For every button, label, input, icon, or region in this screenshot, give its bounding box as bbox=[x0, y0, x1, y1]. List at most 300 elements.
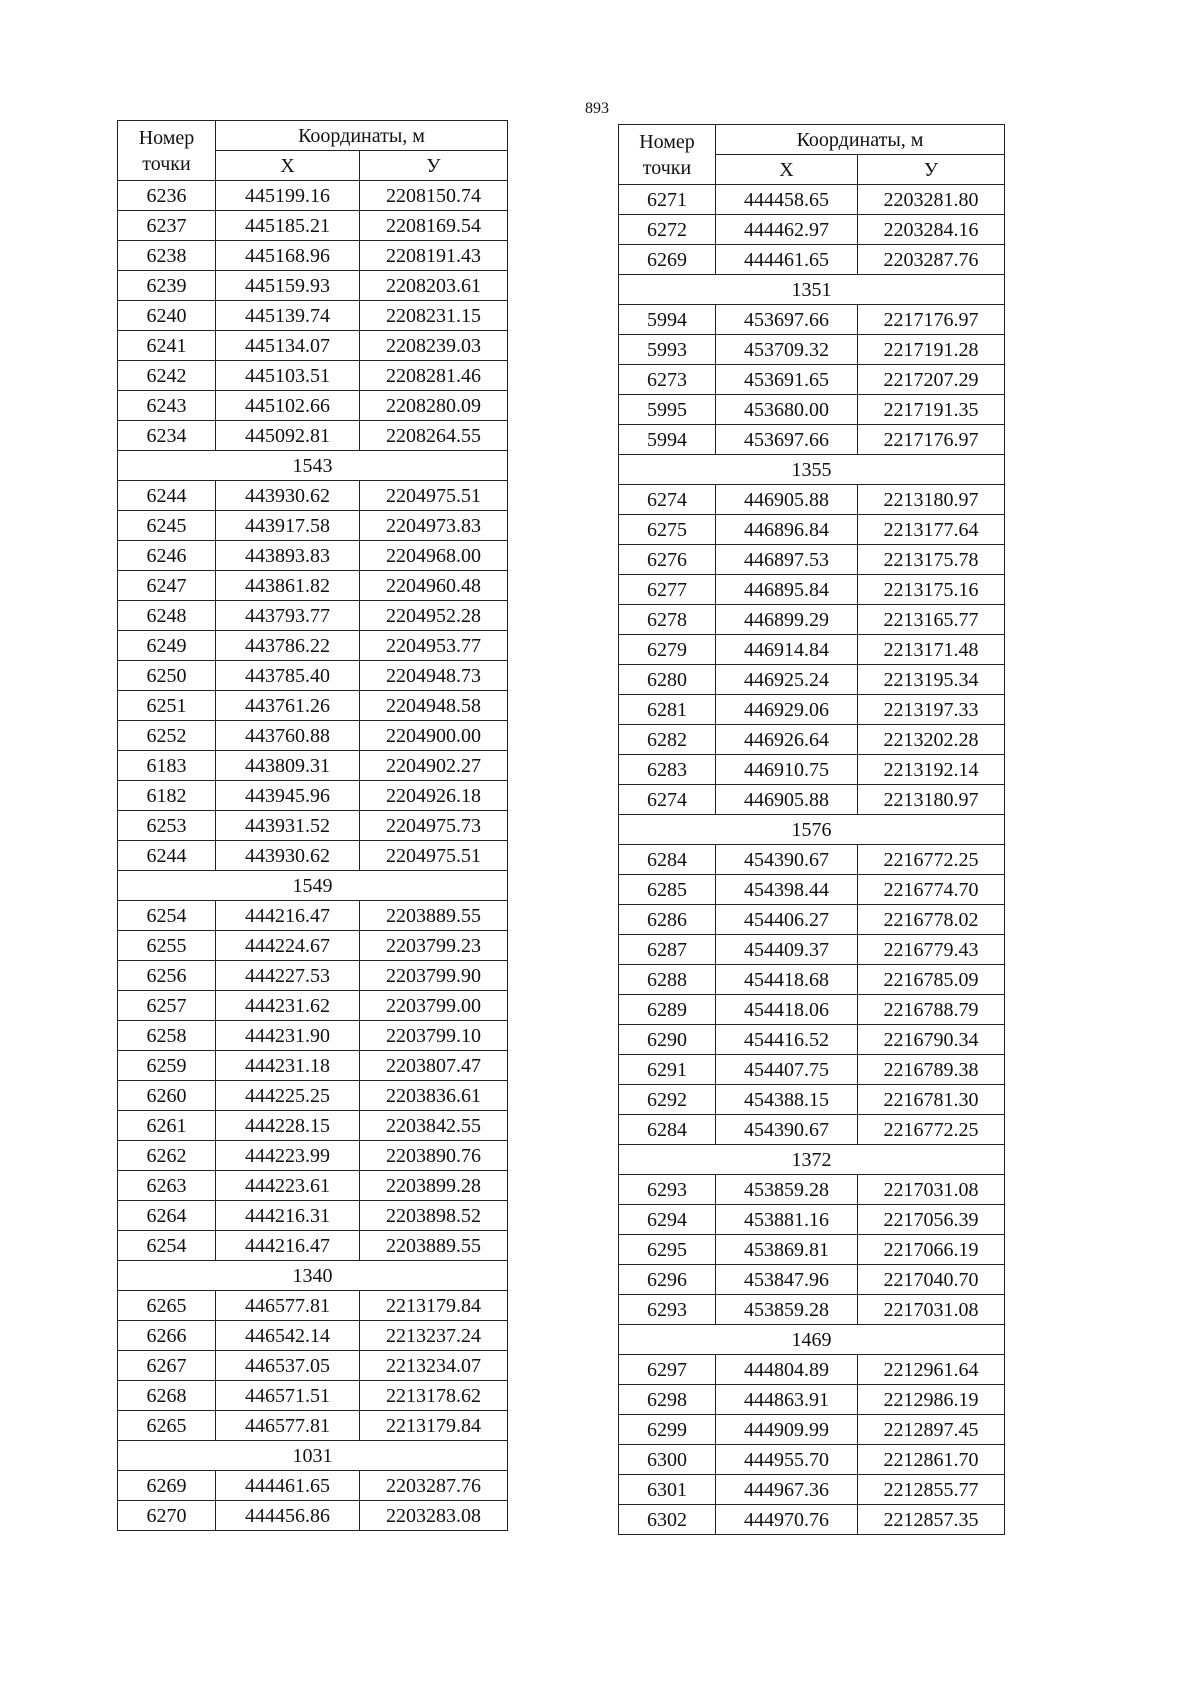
x-coordinate-cell: 453859.28 bbox=[716, 1295, 858, 1325]
point-number-cell: 6253 bbox=[118, 811, 216, 841]
table-row bbox=[619, 395, 1005, 425]
point-number-cell: 6276 bbox=[619, 545, 716, 575]
point-number-cell: 6269 bbox=[118, 1471, 216, 1501]
x-coordinate-cell: 444967.36 bbox=[716, 1475, 858, 1505]
table-row bbox=[619, 905, 1005, 935]
y-coordinate-cell: 2217191.28 bbox=[858, 335, 1005, 365]
point-number-cell: 6282 bbox=[619, 725, 716, 755]
x-coordinate-cell: 444461.65 bbox=[716, 245, 858, 275]
table-row bbox=[619, 1505, 1005, 1535]
section-label: 1543 bbox=[118, 451, 508, 481]
x-coordinate-cell: 446571.51 bbox=[216, 1381, 360, 1411]
point-number-cell: 6274 bbox=[619, 485, 716, 515]
table-row bbox=[619, 245, 1005, 275]
y-coordinate-cell: 2203889.55 bbox=[360, 1231, 508, 1261]
table-row bbox=[619, 305, 1005, 335]
x-coordinate-cell: 454390.67 bbox=[716, 845, 858, 875]
table-row bbox=[118, 961, 508, 991]
point-number-cell: 6256 bbox=[118, 961, 216, 991]
point-number-cell: 6261 bbox=[118, 1111, 216, 1141]
table-row bbox=[118, 1021, 508, 1051]
x-coordinate-cell: 444458.65 bbox=[716, 185, 858, 215]
x-coordinate-cell: 453859.28 bbox=[716, 1175, 858, 1205]
point-number-cell: 6250 bbox=[118, 661, 216, 691]
section-row bbox=[118, 871, 508, 901]
point-number-cell: 6263 bbox=[118, 1171, 216, 1201]
x-coordinate-cell: 446925.24 bbox=[716, 665, 858, 695]
x-coordinate-cell: 443930.62 bbox=[216, 841, 360, 871]
table-body-right bbox=[619, 185, 1005, 1535]
x-coordinate-cell: 446899.29 bbox=[716, 605, 858, 635]
table-row bbox=[619, 1085, 1005, 1115]
y-coordinate-cell: 2213178.62 bbox=[360, 1381, 508, 1411]
y-coordinate-cell: 2213179.84 bbox=[360, 1291, 508, 1321]
table-row bbox=[619, 1025, 1005, 1055]
y-coordinate-cell: 2213192.14 bbox=[858, 755, 1005, 785]
y-coordinate-cell: 2203890.76 bbox=[360, 1141, 508, 1171]
point-number-cell: 6238 bbox=[118, 241, 216, 271]
y-coordinate-cell: 2204948.73 bbox=[360, 661, 508, 691]
table-row bbox=[619, 425, 1005, 455]
y-coordinate-cell: 2217056.39 bbox=[858, 1205, 1005, 1235]
table-row bbox=[619, 875, 1005, 905]
x-coordinate-cell: 445102.66 bbox=[216, 391, 360, 421]
table-row bbox=[619, 1475, 1005, 1505]
y-coordinate-cell: 2204975.51 bbox=[360, 841, 508, 871]
table-row bbox=[619, 215, 1005, 245]
table-row bbox=[619, 365, 1005, 395]
table-row bbox=[118, 661, 508, 691]
point-number-cell: 6245 bbox=[118, 511, 216, 541]
y-coordinate-cell: 2213237.24 bbox=[360, 1321, 508, 1351]
x-coordinate-cell: 445139.74 bbox=[216, 301, 360, 331]
point-number-cell: 6299 bbox=[619, 1415, 716, 1445]
section-row bbox=[118, 1261, 508, 1291]
section-label: 1549 bbox=[118, 871, 508, 901]
point-number-cell: 6298 bbox=[619, 1385, 716, 1415]
x-coordinate-cell: 443785.40 bbox=[216, 661, 360, 691]
table-row bbox=[118, 721, 508, 751]
header-x: X bbox=[216, 151, 360, 181]
x-coordinate-cell: 443809.31 bbox=[216, 751, 360, 781]
table-row bbox=[118, 301, 508, 331]
x-coordinate-cell: 453869.81 bbox=[716, 1235, 858, 1265]
y-coordinate-cell: 2204960.48 bbox=[360, 571, 508, 601]
table-row bbox=[619, 1295, 1005, 1325]
point-number-cell: 6300 bbox=[619, 1445, 716, 1475]
table-row bbox=[619, 1385, 1005, 1415]
point-number-cell: 6293 bbox=[619, 1175, 716, 1205]
x-coordinate-cell: 445092.81 bbox=[216, 421, 360, 451]
y-coordinate-cell: 2208264.55 bbox=[360, 421, 508, 451]
x-coordinate-cell: 444231.62 bbox=[216, 991, 360, 1021]
y-coordinate-cell: 2213195.34 bbox=[858, 665, 1005, 695]
x-coordinate-cell: 445103.51 bbox=[216, 361, 360, 391]
table-row bbox=[619, 965, 1005, 995]
y-coordinate-cell: 2204948.58 bbox=[360, 691, 508, 721]
y-coordinate-cell: 2217040.70 bbox=[858, 1265, 1005, 1295]
table-row bbox=[619, 545, 1005, 575]
x-coordinate-cell: 444231.18 bbox=[216, 1051, 360, 1081]
header-x: X bbox=[716, 155, 858, 185]
table-row bbox=[118, 421, 508, 451]
point-number-cell: 6274 bbox=[619, 785, 716, 815]
y-coordinate-cell: 2213197.33 bbox=[858, 695, 1005, 725]
point-number-cell: 6262 bbox=[118, 1141, 216, 1171]
table-row bbox=[619, 755, 1005, 785]
y-coordinate-cell: 2216785.09 bbox=[858, 965, 1005, 995]
point-number-cell: 6288 bbox=[619, 965, 716, 995]
point-number-cell: 6234 bbox=[118, 421, 216, 451]
table-row bbox=[619, 1175, 1005, 1205]
x-coordinate-cell: 446914.84 bbox=[716, 635, 858, 665]
y-coordinate-cell: 2213165.77 bbox=[858, 605, 1005, 635]
x-coordinate-cell: 444970.76 bbox=[716, 1505, 858, 1535]
y-coordinate-cell: 2204953.77 bbox=[360, 631, 508, 661]
section-row bbox=[118, 451, 508, 481]
y-coordinate-cell: 2216788.79 bbox=[858, 995, 1005, 1025]
x-coordinate-cell: 444223.99 bbox=[216, 1141, 360, 1171]
y-coordinate-cell: 2212861.70 bbox=[858, 1445, 1005, 1475]
x-coordinate-cell: 444216.47 bbox=[216, 901, 360, 931]
point-number-cell: 6237 bbox=[118, 211, 216, 241]
x-coordinate-cell: 446577.81 bbox=[216, 1411, 360, 1441]
x-coordinate-cell: 445185.21 bbox=[216, 211, 360, 241]
table-row bbox=[118, 1111, 508, 1141]
point-number-cell: 6275 bbox=[619, 515, 716, 545]
x-coordinate-cell: 445168.96 bbox=[216, 241, 360, 271]
x-coordinate-cell: 453709.32 bbox=[716, 335, 858, 365]
point-number-cell: 6247 bbox=[118, 571, 216, 601]
x-coordinate-cell: 443760.88 bbox=[216, 721, 360, 751]
table-row bbox=[619, 1115, 1005, 1145]
x-coordinate-cell: 446926.64 bbox=[716, 725, 858, 755]
x-coordinate-cell: 454388.15 bbox=[716, 1085, 858, 1115]
section-label: 1031 bbox=[118, 1441, 508, 1471]
table-row bbox=[118, 811, 508, 841]
table-row bbox=[118, 241, 508, 271]
point-number-cell: 6239 bbox=[118, 271, 216, 301]
point-number-cell: 6244 bbox=[118, 841, 216, 871]
point-number-cell: 6294 bbox=[619, 1205, 716, 1235]
point-number-cell: 6254 bbox=[118, 901, 216, 931]
coordinates-table-right bbox=[618, 124, 1005, 1535]
point-number-cell: 6264 bbox=[118, 1201, 216, 1231]
point-number-cell: 6287 bbox=[619, 935, 716, 965]
point-number-cell: 6277 bbox=[619, 575, 716, 605]
table-row bbox=[118, 631, 508, 661]
x-coordinate-cell: 445199.16 bbox=[216, 181, 360, 211]
point-number-cell: 6254 bbox=[118, 1231, 216, 1261]
x-coordinate-cell: 446542.14 bbox=[216, 1321, 360, 1351]
point-number-cell: 6292 bbox=[619, 1085, 716, 1115]
section-row bbox=[619, 455, 1005, 485]
table-row bbox=[118, 511, 508, 541]
table-row bbox=[619, 995, 1005, 1025]
y-coordinate-cell: 2217176.97 bbox=[858, 425, 1005, 455]
x-coordinate-cell: 453697.66 bbox=[716, 425, 858, 455]
x-coordinate-cell: 443761.26 bbox=[216, 691, 360, 721]
y-coordinate-cell: 2212855.77 bbox=[858, 1475, 1005, 1505]
section-row bbox=[619, 1325, 1005, 1355]
point-number-cell: 6271 bbox=[619, 185, 716, 215]
y-coordinate-cell: 2204952.28 bbox=[360, 601, 508, 631]
table-row bbox=[118, 601, 508, 631]
y-coordinate-cell: 2203799.90 bbox=[360, 961, 508, 991]
x-coordinate-cell: 443861.82 bbox=[216, 571, 360, 601]
y-coordinate-cell: 2213175.78 bbox=[858, 545, 1005, 575]
y-coordinate-cell: 2204975.51 bbox=[360, 481, 508, 511]
y-coordinate-cell: 2213180.97 bbox=[858, 485, 1005, 515]
point-number-cell: 6281 bbox=[619, 695, 716, 725]
x-coordinate-cell: 454398.44 bbox=[716, 875, 858, 905]
y-coordinate-cell: 2217176.97 bbox=[858, 305, 1005, 335]
header-y: У bbox=[360, 151, 508, 181]
section-label: 1469 bbox=[619, 1325, 1005, 1355]
y-coordinate-cell: 2216772.25 bbox=[858, 1115, 1005, 1145]
point-number-cell: 5994 bbox=[619, 305, 716, 335]
x-coordinate-cell: 446910.75 bbox=[716, 755, 858, 785]
table-row bbox=[619, 1445, 1005, 1475]
y-coordinate-cell: 2216790.34 bbox=[858, 1025, 1005, 1055]
point-number-cell: 6283 bbox=[619, 755, 716, 785]
y-coordinate-cell: 2208169.54 bbox=[360, 211, 508, 241]
point-number-cell: 6241 bbox=[118, 331, 216, 361]
section-row bbox=[118, 1441, 508, 1471]
table-row bbox=[118, 1141, 508, 1171]
x-coordinate-cell: 444231.90 bbox=[216, 1021, 360, 1051]
x-coordinate-cell: 453881.16 bbox=[716, 1205, 858, 1235]
point-number-cell: 6284 bbox=[619, 845, 716, 875]
y-coordinate-cell: 2204902.27 bbox=[360, 751, 508, 781]
y-coordinate-cell: 2212857.35 bbox=[858, 1505, 1005, 1535]
y-coordinate-cell: 2216774.70 bbox=[858, 875, 1005, 905]
point-number-cell: 6251 bbox=[118, 691, 216, 721]
y-coordinate-cell: 2213234.07 bbox=[360, 1351, 508, 1381]
table-row bbox=[619, 1355, 1005, 1385]
point-number-cell: 6296 bbox=[619, 1265, 716, 1295]
table-row bbox=[118, 1291, 508, 1321]
table-row bbox=[118, 751, 508, 781]
y-coordinate-cell: 2203284.16 bbox=[858, 215, 1005, 245]
y-coordinate-cell: 2203807.47 bbox=[360, 1051, 508, 1081]
x-coordinate-cell: 445159.93 bbox=[216, 271, 360, 301]
x-coordinate-cell: 454390.67 bbox=[716, 1115, 858, 1145]
x-coordinate-cell: 446905.88 bbox=[716, 785, 858, 815]
y-coordinate-cell: 2203836.61 bbox=[360, 1081, 508, 1111]
point-number-cell: 6243 bbox=[118, 391, 216, 421]
table-row bbox=[118, 1381, 508, 1411]
y-coordinate-cell: 2217031.08 bbox=[858, 1175, 1005, 1205]
x-coordinate-cell: 454416.52 bbox=[716, 1025, 858, 1055]
table-row bbox=[118, 1171, 508, 1201]
table-row bbox=[118, 1411, 508, 1441]
y-coordinate-cell: 2203281.80 bbox=[858, 185, 1005, 215]
y-coordinate-cell: 2204968.00 bbox=[360, 541, 508, 571]
header-point-number: Номер точки bbox=[118, 121, 216, 181]
point-number-cell: 6242 bbox=[118, 361, 216, 391]
table-row bbox=[118, 481, 508, 511]
table-row bbox=[619, 1235, 1005, 1265]
section-label: 1576 bbox=[619, 815, 1005, 845]
x-coordinate-cell: 453847.96 bbox=[716, 1265, 858, 1295]
table-row bbox=[118, 1201, 508, 1231]
point-number-cell: 6252 bbox=[118, 721, 216, 751]
x-coordinate-cell: 454407.75 bbox=[716, 1055, 858, 1085]
x-coordinate-cell: 443786.22 bbox=[216, 631, 360, 661]
y-coordinate-cell: 2203283.08 bbox=[360, 1501, 508, 1531]
y-coordinate-cell: 2203799.10 bbox=[360, 1021, 508, 1051]
y-coordinate-cell: 2203899.28 bbox=[360, 1171, 508, 1201]
table-row bbox=[118, 931, 508, 961]
section-row bbox=[619, 1145, 1005, 1175]
point-number-cell: 6257 bbox=[118, 991, 216, 1021]
point-number-cell: 6278 bbox=[619, 605, 716, 635]
table-row bbox=[118, 541, 508, 571]
y-coordinate-cell: 2212986.19 bbox=[858, 1385, 1005, 1415]
point-number-cell: 6182 bbox=[118, 781, 216, 811]
x-coordinate-cell: 444228.15 bbox=[216, 1111, 360, 1141]
table-row bbox=[118, 781, 508, 811]
point-number-cell: 6270 bbox=[118, 1501, 216, 1531]
y-coordinate-cell: 2217207.29 bbox=[858, 365, 1005, 395]
table-row bbox=[118, 1231, 508, 1261]
point-number-cell: 6265 bbox=[118, 1291, 216, 1321]
table-row bbox=[619, 185, 1005, 215]
x-coordinate-cell: 444863.91 bbox=[716, 1385, 858, 1415]
y-coordinate-cell: 2213180.97 bbox=[858, 785, 1005, 815]
table-row bbox=[619, 1205, 1005, 1235]
y-coordinate-cell: 2212897.45 bbox=[858, 1415, 1005, 1445]
table-row bbox=[118, 1501, 508, 1531]
x-coordinate-cell: 454418.68 bbox=[716, 965, 858, 995]
y-coordinate-cell: 2203287.76 bbox=[858, 245, 1005, 275]
x-coordinate-cell: 444223.61 bbox=[216, 1171, 360, 1201]
point-number-cell: 6244 bbox=[118, 481, 216, 511]
y-coordinate-cell: 2213177.64 bbox=[858, 515, 1005, 545]
y-coordinate-cell: 2203842.55 bbox=[360, 1111, 508, 1141]
y-coordinate-cell: 2208203.61 bbox=[360, 271, 508, 301]
table-row bbox=[118, 1351, 508, 1381]
table-row bbox=[619, 665, 1005, 695]
point-number-cell: 6295 bbox=[619, 1235, 716, 1265]
x-coordinate-cell: 444462.97 bbox=[716, 215, 858, 245]
y-coordinate-cell: 2212961.64 bbox=[858, 1355, 1005, 1385]
table-body-left bbox=[118, 181, 508, 1531]
table-row bbox=[619, 515, 1005, 545]
section-row bbox=[619, 815, 1005, 845]
x-coordinate-cell: 444461.65 bbox=[216, 1471, 360, 1501]
point-number-cell: 6259 bbox=[118, 1051, 216, 1081]
section-label: 1351 bbox=[619, 275, 1005, 305]
point-number-cell: 6290 bbox=[619, 1025, 716, 1055]
table-row bbox=[118, 991, 508, 1021]
y-coordinate-cell: 2217031.08 bbox=[858, 1295, 1005, 1325]
table-row bbox=[118, 901, 508, 931]
x-coordinate-cell: 445134.07 bbox=[216, 331, 360, 361]
y-coordinate-cell: 2203889.55 bbox=[360, 901, 508, 931]
table-row bbox=[619, 1415, 1005, 1445]
point-number-cell: 6285 bbox=[619, 875, 716, 905]
y-coordinate-cell: 2208280.09 bbox=[360, 391, 508, 421]
point-number-cell: 6269 bbox=[619, 245, 716, 275]
table-row bbox=[619, 785, 1005, 815]
x-coordinate-cell: 446896.84 bbox=[716, 515, 858, 545]
section-label: 1340 bbox=[118, 1261, 508, 1291]
x-coordinate-cell: 446895.84 bbox=[716, 575, 858, 605]
point-number-cell: 6236 bbox=[118, 181, 216, 211]
table-row bbox=[619, 575, 1005, 605]
table-row bbox=[619, 335, 1005, 365]
header-point-number: Номер точки bbox=[619, 125, 716, 185]
point-number-cell: 6272 bbox=[619, 215, 716, 245]
point-number-cell: 6183 bbox=[118, 751, 216, 781]
point-number-cell: 6279 bbox=[619, 635, 716, 665]
table-row bbox=[619, 935, 1005, 965]
point-number-cell: 6301 bbox=[619, 1475, 716, 1505]
x-coordinate-cell: 444227.53 bbox=[216, 961, 360, 991]
x-coordinate-cell: 446537.05 bbox=[216, 1351, 360, 1381]
y-coordinate-cell: 2216772.25 bbox=[858, 845, 1005, 875]
x-coordinate-cell: 444909.99 bbox=[716, 1415, 858, 1445]
table-row bbox=[619, 695, 1005, 725]
point-number-cell: 6293 bbox=[619, 1295, 716, 1325]
point-number-cell: 6280 bbox=[619, 665, 716, 695]
point-number-cell: 5994 bbox=[619, 425, 716, 455]
point-number-cell: 6265 bbox=[118, 1411, 216, 1441]
point-number-cell: 6255 bbox=[118, 931, 216, 961]
table-row bbox=[118, 271, 508, 301]
x-coordinate-cell: 454409.37 bbox=[716, 935, 858, 965]
y-coordinate-cell: 2217191.35 bbox=[858, 395, 1005, 425]
y-coordinate-cell: 2216778.02 bbox=[858, 905, 1005, 935]
x-coordinate-cell: 446897.53 bbox=[716, 545, 858, 575]
y-coordinate-cell: 2204975.73 bbox=[360, 811, 508, 841]
point-number-cell: 6249 bbox=[118, 631, 216, 661]
table-row bbox=[118, 571, 508, 601]
x-coordinate-cell: 453691.65 bbox=[716, 365, 858, 395]
x-coordinate-cell: 444456.86 bbox=[216, 1501, 360, 1531]
x-coordinate-cell: 453697.66 bbox=[716, 305, 858, 335]
table-row bbox=[619, 485, 1005, 515]
point-number-cell: 6258 bbox=[118, 1021, 216, 1051]
x-coordinate-cell: 443893.83 bbox=[216, 541, 360, 571]
y-coordinate-cell: 2216779.43 bbox=[858, 935, 1005, 965]
table-row bbox=[118, 211, 508, 241]
point-number-cell: 6248 bbox=[118, 601, 216, 631]
x-coordinate-cell: 446577.81 bbox=[216, 1291, 360, 1321]
section-label: 1372 bbox=[619, 1145, 1005, 1175]
table-row bbox=[619, 1265, 1005, 1295]
point-number-cell: 6302 bbox=[619, 1505, 716, 1535]
y-coordinate-cell: 2204973.83 bbox=[360, 511, 508, 541]
y-coordinate-cell: 2217066.19 bbox=[858, 1235, 1005, 1265]
x-coordinate-cell: 454418.06 bbox=[716, 995, 858, 1025]
table-row bbox=[619, 635, 1005, 665]
table-row bbox=[118, 331, 508, 361]
x-coordinate-cell: 453680.00 bbox=[716, 395, 858, 425]
section-label: 1355 bbox=[619, 455, 1005, 485]
y-coordinate-cell: 2213202.28 bbox=[858, 725, 1005, 755]
x-coordinate-cell: 454406.27 bbox=[716, 905, 858, 935]
y-coordinate-cell: 2216781.30 bbox=[858, 1085, 1005, 1115]
point-number-cell: 6267 bbox=[118, 1351, 216, 1381]
y-coordinate-cell: 2203799.00 bbox=[360, 991, 508, 1021]
point-number-cell: 5995 bbox=[619, 395, 716, 425]
table-row bbox=[118, 1081, 508, 1111]
table-row bbox=[118, 841, 508, 871]
table-row bbox=[619, 1055, 1005, 1085]
